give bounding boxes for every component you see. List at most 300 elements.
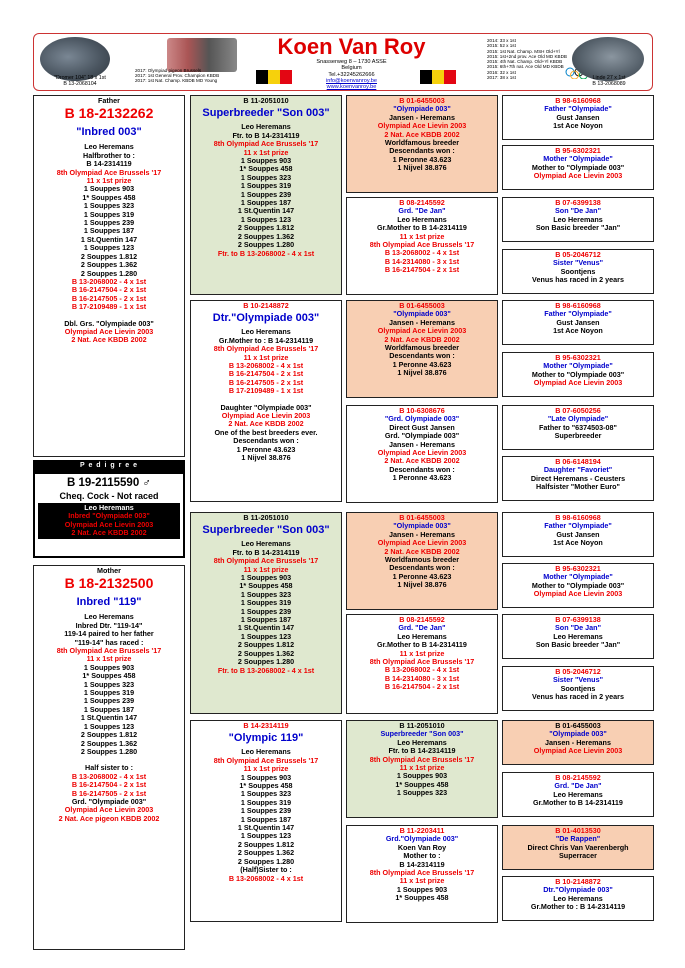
pedigree-text-line: Leo Heremans — [553, 631, 603, 641]
father-ring: B 18-2132262 — [64, 105, 154, 122]
pedigree-text-line: 1 St.Quentin 147 — [237, 823, 295, 833]
pedigree-text-line: 1 Souppes 323 — [83, 679, 135, 689]
pedigree-text-line: B 16-2147504 - 2 x 1st — [384, 682, 460, 692]
grandparent-details — [191, 328, 341, 462]
pedigree-text-line: B 16-2147505 - 2 x 1st — [71, 788, 147, 798]
pedigree-text-line: Grd. "Olympiade 003" — [71, 796, 147, 806]
gen4-box — [502, 300, 654, 345]
pedigree-text-line: 2 Souppes 1.812 — [237, 640, 295, 650]
pedigree-text-line: B 07-6050256 — [555, 406, 601, 415]
pedigree-text-line: 1 Souppes 187 — [240, 615, 292, 625]
great-grandparent-box — [346, 95, 498, 193]
mother-name: Inbred "119" — [76, 596, 142, 609]
pedigree-text-line: B 11-2051010 — [399, 721, 445, 730]
great-grandparent-box — [346, 614, 498, 714]
pedigree-text-line: Venus has raced in 2 years — [532, 275, 624, 285]
pedigree-text-line: 1 Souppes 323 — [240, 589, 292, 599]
pedigree-text-line: Daughter "Favoriet" — [543, 465, 613, 475]
pedigree-text-line: Jansen - Heremans — [389, 529, 455, 539]
pedigree-text-line: B 07-6399138 — [555, 198, 601, 207]
pedigree-text-line: B 17-2109489 - 1 x 1st — [228, 386, 304, 396]
left-photo-caption — [44, 75, 116, 87]
pedigree-text-line: Grd. "De Jan" — [554, 781, 602, 791]
pedigree-text-line: 11 x 1st prize — [243, 352, 289, 362]
pedigree-text-line: B 14-2314119 — [86, 159, 132, 169]
achievement-line: 2015: 4th Nat. Champ. Old+Yl KBDB — [487, 59, 563, 65]
pedigree-text-line: 2 Souppes 1.280 — [80, 268, 138, 278]
pedigree-text-line: 1 Souppes 323 — [240, 789, 292, 799]
pedigree-text-line: 8th Olympiad Ace Brussels '17 — [56, 167, 162, 177]
pedigree-text-line: 1 Souppes 123 — [83, 721, 135, 731]
pedigree-text-line: B 16-2147504 - 2 x 1st — [384, 265, 460, 275]
great-grandparent-box — [346, 405, 498, 503]
achievement-line: 2017: 1st General Prov. Champion KBDB — [135, 73, 220, 79]
pedigree-text-line: Descendants won : — [389, 464, 455, 474]
pedigree-text-line: B 16-2147504 - 2 x 1st — [71, 285, 147, 295]
pedigree-text-line: B 01-6455003 — [399, 96, 445, 105]
pedigree-text-line: Son Basic breeder "Jan" — [535, 223, 621, 233]
pedigree-text-line: B 98-6160968 — [555, 513, 601, 522]
pedigree-text-line: 1 Souppes 903 — [240, 156, 292, 166]
grandparent-box — [190, 300, 342, 502]
pedigree-text-line: Mother "Olympiade" — [543, 154, 613, 164]
pedigree-text-line: B 01-4013530 — [555, 826, 601, 835]
mother-details — [34, 613, 184, 823]
right-caption-line: Linde 27 x 1st — [592, 75, 626, 81]
pedigree-text-line: Leo Heremans — [553, 214, 603, 224]
main-bird-line: Inbred "Olympiade 003" — [68, 511, 150, 521]
pedigree-text-line: 2 Souppes 1.280 — [237, 657, 295, 667]
pedigree-text-line: 1* Souppes 458 — [395, 893, 449, 903]
pedigree-text-line: Gust Jansen — [556, 529, 600, 539]
pedigree-text-line: Leo Heremans — [241, 539, 291, 549]
gen4-box — [502, 512, 654, 557]
pedigree-text-line: Ftr. to B 14-2314119 — [232, 547, 300, 557]
pedigree-label: P e d i g r e e — [33, 460, 185, 472]
mother-label: Mother — [97, 566, 121, 575]
pedigree-text-line: Gr.Mother to B 14-2314119 — [533, 798, 623, 808]
pedigree-text-line: 1 Souppes 319 — [83, 688, 135, 698]
pedigree-text-line: Direct Chris Van Vaerenbergh — [527, 842, 629, 852]
pedigree-text-line: 2 Souppes 1.812 — [237, 223, 295, 233]
pedigree-text-line: 1 Souppes 187 — [83, 704, 135, 714]
pedigree-text-line: 1st Ace Noyon — [553, 121, 603, 131]
pedigree-text-line: "Late Olympiade" — [547, 414, 609, 424]
father-name: "Inbred 003" — [76, 126, 142, 139]
pedigree-text-line: Gr.Mother to B 14-2314119 — [377, 223, 467, 233]
pedigree-text-line: 2 Souppes 1.280 — [237, 240, 295, 250]
pedigree-text-line: Grd."Olympiade 003" — [385, 834, 459, 844]
pedigree-text-line: Leo Heremans — [397, 631, 447, 641]
pedigree-text-line: 1 Souppes 323 — [83, 201, 135, 211]
pedigree-text-line: 1 Souppes 323 — [396, 788, 448, 798]
pedigree-text-line: Son "De Jan" — [555, 206, 601, 216]
pedigree-text-line: Olympiad Ace Lievin 2003 — [377, 448, 467, 458]
pedigree-text-line: 1 Nijvel 38.876 — [397, 580, 447, 590]
gen4-box — [502, 249, 654, 294]
pedigree-text-line: 8th Olympiad Ace Brussels '17 — [56, 646, 162, 656]
pedigree-text-line: Olympiad Ace Lievin 2003 — [533, 589, 623, 599]
pedigree-text-line: 1 Peronne 43.623 — [392, 473, 452, 483]
pedigree-text-line: Mother "Olympiade" — [543, 572, 613, 582]
pedigree-text-line: Gr.Mother to : B 14-2314119 — [530, 902, 626, 912]
pedigree-text-line: 1 St.Quentin 147 — [80, 713, 138, 723]
achievement-line: 2017: 1st Nat. Champ. KBDB MD Young — [135, 78, 218, 84]
pedigree-text-line: B 10-2148872 — [555, 877, 601, 886]
pedigree-text-line: 1 Souppes 903 — [240, 573, 292, 583]
pedigree-text-line: "Olympiade 003" — [393, 104, 451, 114]
pedigree-text-line: 8th Olympiad Ace Brussels '17 — [213, 556, 319, 566]
mother-ring: B 18-2132500 — [64, 575, 154, 592]
pedigree-text-line: Leo Heremans — [241, 747, 291, 757]
grandparent-box — [190, 720, 342, 922]
pedigree-text-line: Ftr. to B 14-2314119 — [388, 746, 456, 756]
gen4-box — [502, 197, 654, 242]
pedigree-text-line: Ftr. to B 13-2068002 - 4 x 1st — [217, 665, 315, 675]
pedigree-text-line: Descendants won : — [233, 436, 299, 446]
pedigree-text-line: B 17-2109489 - 1 x 1st — [71, 302, 147, 312]
grandparent-ring: B 11-2051010 — [243, 96, 289, 105]
belgian-flag-left — [256, 70, 292, 84]
pedigree-text-line: 1 Souppes 903 — [396, 884, 448, 894]
pedigree-text-line: 1 Souppes 319 — [240, 598, 292, 608]
pedigree-text-line: B 13-2068002 - 4 x 1st — [384, 665, 460, 675]
pedigree-text-line: 1 Peronne 43.623 — [392, 571, 452, 581]
gen4-box — [502, 666, 654, 711]
pedigree-text-line: 1 Souppes 239 — [240, 606, 292, 616]
grandparent-details — [191, 540, 341, 675]
header-banner — [33, 33, 653, 91]
pedigree-text-line: B 16-2147504 - 2 x 1st — [71, 780, 147, 790]
father-label: Father — [98, 96, 120, 105]
achievement-line: 2015: 1st+2nd prov. Ace Old MD KBDB — [487, 53, 567, 59]
pedigree-text-line: 1 Souppes 123 — [240, 214, 292, 224]
loft-name: Koen Van Roy — [277, 34, 426, 59]
grandparent-details — [191, 748, 341, 883]
pedigree-text-line: Leo Heremans — [397, 737, 447, 747]
mother-box — [33, 565, 185, 950]
pedigree-text-line: Sister "Venus" — [553, 675, 603, 685]
pedigree-text-line: Inbred Dtr. "119-14" — [75, 620, 143, 630]
great-grandparent-box — [346, 512, 498, 610]
pedigree-text-line: 2 Nat. Ace KBDB 2002 — [71, 335, 147, 345]
pedigree-text-line: Grd. "De Jan" — [398, 623, 446, 633]
pedigree-text-line: Father "Olympiade" — [544, 521, 612, 531]
main-bird-line: Olympiad Ace Lievin 2003 — [64, 519, 154, 529]
gen4-box — [502, 720, 654, 765]
father-box — [33, 95, 185, 457]
pedigree-text-line: 1 Souppes 239 — [240, 806, 292, 816]
pedigree-text-line: 1 St.Quentin 147 — [80, 234, 138, 244]
achievement-line: 2015: 1st Nat. Champ. MSH Old+Yl — [487, 48, 560, 54]
pedigree-text-line: Gust Jansen — [556, 317, 600, 327]
pedigree-text-line: Gr.Mother to : B 14-2314119 — [218, 335, 314, 345]
pedigree-text-line: 11 x 1st prize — [86, 176, 132, 186]
pedigree-text-line: 2 Nat. Ace KBDB 2002 — [384, 546, 460, 556]
website-link[interactable]: www.koenvanroy.be — [326, 84, 377, 91]
pedigree-text-line: 8th Olympiad Ace Brussels '17 — [213, 139, 319, 149]
pedigree-text-line: 2 Nat. Ace KBDB 2002 — [384, 129, 460, 139]
pedigree-text-line: B 14-2314080 - 3 x 1st — [384, 673, 460, 683]
pedigree-text-line: B 08-2145592 — [555, 773, 601, 782]
pedigree-text-line: 1 Souppes 239 — [83, 218, 135, 228]
pedigree-text-line: Jansen - Heremans — [389, 112, 455, 122]
pedigree-text-line: B 05-2046712 — [555, 250, 601, 259]
pedigree-text-line: 8th Olympiad Ace Brussels '17 — [369, 240, 475, 250]
pedigree-text-line: 1 Souppes 123 — [240, 631, 292, 641]
pedigree-text-line: Leo Heremans — [553, 789, 603, 799]
pedigree-text-line: 11 x 1st prize — [243, 764, 289, 774]
pedigree-text-line: 1* Souppes 458 — [82, 192, 136, 202]
pedigree-text-line: 11 x 1st prize — [399, 876, 445, 886]
pedigree-text-line: 1 Souppes 903 — [83, 184, 135, 194]
pedigree-text-line: 1* Souppes 458 — [239, 781, 293, 791]
pedigree-text-line: 2 Souppes 1.812 — [237, 839, 295, 849]
pedigree-text-line: Grd. "Olympiade 003" — [384, 431, 460, 441]
main-bird-description: Cheq. Cock - Not raced — [59, 491, 159, 501]
pedigree-text-line: B 95-6302321 — [555, 564, 601, 573]
breeder-photo — [167, 38, 237, 72]
pedigree-text-line: 11 x 1st prize — [86, 654, 132, 664]
pedigree-text-line: Olympiad Ace Lievin 2003 — [533, 746, 623, 756]
pedigree-text-line: Ftr. to B 14-2314119 — [232, 130, 300, 140]
pedigree-text-line: 1 Souppes 123 — [83, 243, 135, 253]
pedigree-text-line: 1 Nijvel 38.876 — [397, 368, 447, 378]
pedigree-text-line: "Olympiade 003" — [393, 309, 451, 319]
pedigree-main-bird — [33, 472, 185, 558]
pedigree-text-line: Superbreeder — [554, 431, 602, 441]
pedigree-text-line: B 01-6455003 — [555, 721, 601, 730]
pedigree-text-line: Mother "Olympiade" — [543, 361, 613, 371]
achievement-line: 2014: 33 x 1st — [487, 38, 516, 43]
main-bird-line: 2 Nat. Ace KBDB 2002 — [71, 528, 147, 538]
pedigree-text-line: Leo Heremans — [241, 122, 291, 132]
pedigree-text-line: 1 Souppes 187 — [83, 226, 135, 236]
pedigree-text-line: B 08-2145592 — [399, 615, 445, 624]
pedigree-text-line: Superbreeder "Son 003" — [380, 729, 464, 739]
pedigree-text-line: Grd. "De Jan" — [398, 206, 446, 216]
right-caption-line: B 13-2068089 — [592, 81, 626, 87]
pedigree-text-line: B 16-2147504 - 2 x 1st — [228, 369, 304, 379]
gen4-box — [502, 145, 654, 190]
pedigree-text-line: Mother to "Olympiade 003" — [531, 580, 625, 590]
pedigree-text-line: Direct Gust Jansen — [389, 422, 455, 432]
gen4-box — [502, 614, 654, 659]
grandparent-name: Superbreeder "Son 003" — [202, 107, 330, 120]
pedigree-text-line: B 95-6302321 — [555, 353, 601, 362]
pedigree-text-line: Worldfamous breeder — [384, 555, 460, 565]
pedigree-text-line: Soontjens — [560, 683, 596, 693]
email-link[interactable]: info@koenvanroy.be — [326, 77, 377, 84]
pedigree-text-line: 11 x 1st prize — [399, 648, 445, 658]
achievement-line: 2015: 6th+7th nat. Ace Old MD KBDB — [487, 64, 564, 70]
pedigree-text-line: Half sister to : — [85, 763, 133, 773]
address-line: Snasserweg 8 – 1730 ASSE — [316, 59, 387, 65]
pedigree-text-line: Worldfamous breeder — [384, 343, 460, 353]
pedigree-text-line: 2 Souppes 1.812 — [80, 251, 138, 261]
pedigree-text-line: 1 Souppes 903 — [240, 772, 292, 782]
pedigree-text-line: Mother to "Olympiade 003" — [531, 369, 625, 379]
belgian-flag-right — [420, 70, 456, 84]
pedigree-text-line: Leo Heremans — [84, 612, 134, 622]
grandparent-box — [190, 512, 342, 714]
pedigree-text-line: Descendants won : — [389, 563, 455, 573]
pedigree-text-line: Descendants won : — [389, 351, 455, 361]
pedigree-text-line: Direct Heremans - Ceusters — [530, 473, 626, 483]
pedigree-text-line: 1* Souppes 458 — [239, 581, 293, 591]
left-caption-line: "Dromer 104" 18 x 1st — [54, 75, 106, 81]
pedigree-text-line: Daughter "Olympiade 003" — [220, 402, 312, 412]
pedigree-text-line: 1 Peronne 43.623 — [236, 444, 296, 454]
pedigree-text-line: 11 x 1st prize — [399, 763, 445, 773]
pedigree-text-line: 2 Souppes 1.362 — [80, 260, 138, 270]
pedigree-text-line: 1 Souppes 319 — [240, 797, 292, 807]
pedigree-text-line: Father "Olympiade" — [544, 104, 612, 114]
pedigree-text-line: Worldfamous breeder — [384, 138, 460, 148]
main-bird-line: Leo Heremans — [84, 503, 134, 512]
grandparent-name: Dtr."Olympiade 003" — [212, 312, 320, 325]
gen4-box — [502, 825, 654, 870]
pedigree-text-line: 8th Olympiad Ace Brussels '17 — [369, 754, 475, 764]
pedigree-text-line: 1 Souppes 239 — [83, 696, 135, 706]
great-grandparent-box — [346, 825, 498, 923]
grandparent-ring: B 11-2051010 — [243, 513, 289, 522]
pedigree-text-line: 2 Souppes 1.362 — [237, 648, 295, 658]
pedigree-text-line: 1 Nijvel 38.876 — [397, 163, 447, 173]
pedigree-text-line: "Olympiade 003" — [549, 729, 607, 739]
right-photo-caption — [574, 75, 644, 87]
pedigree-text-line: Jansen - Heremans — [389, 317, 455, 327]
pedigree-text-line: Olympiad Ace Lievin 2003 — [377, 121, 467, 131]
pedigree-text-line: One of the best breeders ever. — [214, 427, 318, 437]
pedigree-text-line: B 16-2147505 - 2 x 1st — [228, 377, 304, 387]
pedigree-text-line: 2 Nat. Ace KBDB 2002 — [384, 456, 460, 466]
pedigree-text-line: Olympiad Ace Lievin 2003 — [533, 378, 623, 388]
pedigree-text-line: 1 Nijvel 38.876 — [241, 453, 291, 463]
pedigree-text-line: 1 Peronne 43.623 — [392, 359, 452, 369]
pedigree-text-line: Mother to : — [403, 851, 441, 861]
gen4-box — [502, 352, 654, 397]
grandparent-ring: B 14-2314119 — [243, 721, 289, 730]
pedigree-text-line: B 13-2068002 - 4 x 1st — [71, 276, 147, 286]
pedigree-text-line: 2 Nat. Ace pigeon KBDB 2002 — [58, 813, 160, 823]
address-line: Belgium — [341, 65, 362, 72]
pedigree-text-line: Mother to "Olympiade 003" — [531, 162, 625, 172]
pedigree-text-line: Dbl. Grs. "Olympiade 003" — [64, 318, 154, 328]
gen4-box — [502, 772, 654, 817]
pedigree-text-line: Son "De Jan" — [555, 623, 601, 633]
pedigree-text-line: Soontjens — [560, 266, 596, 276]
pedigree-text-line: 2 Souppes 1.362 — [80, 738, 138, 748]
pedigree-text-line: 1 Souppes 187 — [240, 198, 292, 208]
father-details — [34, 143, 184, 344]
pedigree-text-line: (Half)Sister to : — [240, 865, 292, 875]
pedigree-text-line: B 16-2147505 - 2 x 1st — [71, 293, 147, 303]
pedigree-text-line: 1st Ace Noyon — [553, 326, 603, 336]
pedigree-text-line: B 14-2314119 — [399, 859, 445, 869]
pedigree-text-line: B 13-2068002 - 4 x 1st — [228, 361, 304, 371]
pedigree-text-line: Olympiad Ace Lievin 2003 — [377, 538, 467, 548]
pedigree-text-line: 1 Souppes 187 — [240, 814, 292, 824]
pedigree-text-line: 2 Souppes 1.280 — [237, 856, 295, 866]
pedigree-text-line: Ftr. to B 13-2068002 - 4 x 1st — [217, 248, 315, 258]
pedigree-text-line: Venus has raced in 2 years — [532, 692, 624, 702]
pedigree-text-line: B 10-6308676 — [399, 406, 445, 415]
main-bird-notes — [38, 503, 180, 539]
pedigree-text-line: Jansen - Heremans — [389, 439, 455, 449]
pedigree-text-line: "De Rappen" — [555, 834, 601, 844]
pedigree-text-line: "Grd. Olympiade 003" — [384, 414, 460, 424]
gen4-box — [502, 876, 654, 921]
pedigree-text-line: Father "Olympiade" — [544, 309, 612, 319]
pedigree-text-line: B 11-2203411 — [399, 826, 445, 835]
pedigree-text-line: Gust Jansen — [556, 112, 600, 122]
pedigree-text-line: Koen Van Roy — [397, 842, 447, 852]
pedigree-text-line: B 98-6160968 — [555, 96, 601, 105]
pedigree-text-line: 119-14 paired to her father — [64, 629, 154, 639]
pedigree-text-line: 1* Souppes 458 — [82, 671, 136, 681]
pedigree-text-line: Leo Heremans — [553, 893, 603, 903]
pedigree-text-line: "Olympiade 003" — [393, 521, 451, 531]
pedigree-text-line: 2 Souppes 1.280 — [80, 746, 138, 756]
achievement-line: 2015: 52 x 1st — [487, 43, 516, 49]
phone-line: Tel.+32245262666 — [328, 71, 375, 78]
grandparent-name: "Olympic 119" — [228, 732, 304, 745]
grandparent-details — [191, 123, 341, 258]
great-grandparent-box — [346, 720, 498, 818]
pedigree-text-line: 2 Nat. Ace KBDB 2002 — [384, 334, 460, 344]
pedigree-text-line: 1 Souppes 239 — [240, 189, 292, 199]
pedigree-text-line: 8th Olympiad Ace Brussels '17 — [369, 868, 475, 878]
pedigree-text-line: Olympiad Ace Lievin 2003 — [64, 805, 154, 815]
pedigree-text-line: 1* Souppes 458 — [395, 779, 449, 789]
gen4-box — [502, 563, 654, 608]
pedigree-text-line: 1 Peronne 43.623 — [392, 154, 452, 164]
achievement-line: 2017: Olympiad pigeon Brussels — [135, 68, 202, 73]
gen4-box — [502, 456, 654, 501]
pedigree-text-line: "119-14" has raced : — [74, 637, 144, 647]
main-bird-ring: B 19-2115590 ♂ — [66, 477, 152, 489]
pedigree-text-line: 2 Nat. Ace KBDB 2002 — [228, 419, 304, 429]
pedigree-text-line: 1st Ace Noyon — [553, 538, 603, 548]
gen4-box — [502, 405, 654, 450]
pedigree-text-line: Gr.Mother to B 14-2314119 — [377, 640, 467, 650]
pedigree-text-line: 8th Olympiad Ace Brussels '17 — [369, 657, 475, 667]
pedigree-text-line: B 01-6455003 — [399, 301, 445, 310]
pedigree-text-line: Descendants won : — [389, 146, 455, 156]
pedigree-text-line: B 14-2314080 - 3 x 1st — [384, 256, 460, 266]
pedigree-text-line: Leo Heremans — [397, 214, 447, 224]
grandparent-name: Superbreeder "Son 003" — [202, 524, 330, 537]
pedigree-text-line: Leo Heremans — [241, 327, 291, 337]
pedigree-text-line: 2 Souppes 1.362 — [237, 848, 295, 858]
pedigree-text-line: Superracer — [559, 851, 597, 861]
pedigree-text-line: B 95-6302321 — [555, 146, 601, 155]
achievement-line: 2017: 38 x 1st — [487, 75, 516, 81]
pedigree-text-line: Jansen - Heremans — [545, 737, 611, 747]
pedigree-text-line: 1 St.Quentin 147 — [237, 206, 295, 216]
pedigree-text-line: B 01-6455003 — [399, 513, 445, 522]
pedigree-text-line: B 07-6399138 — [555, 615, 601, 624]
pedigree-text-line: 2 Souppes 1.812 — [80, 730, 138, 740]
pedigree-text-line: 8th Olympiad Ace Brussels '17 — [213, 755, 319, 765]
pedigree-text-line: 1 Souppes 319 — [83, 209, 135, 219]
pedigree-text-line: Dtr."Olympiade 003" — [543, 885, 613, 895]
pedigree-text-line: 8th Olympiad Ace Brussels '17 — [213, 344, 319, 354]
pedigree-text-line: Olympiad Ace Lievin 2003 — [221, 411, 311, 421]
pedigree-text-line: Leo Heremans — [84, 142, 134, 152]
grandparent-box — [190, 95, 342, 295]
